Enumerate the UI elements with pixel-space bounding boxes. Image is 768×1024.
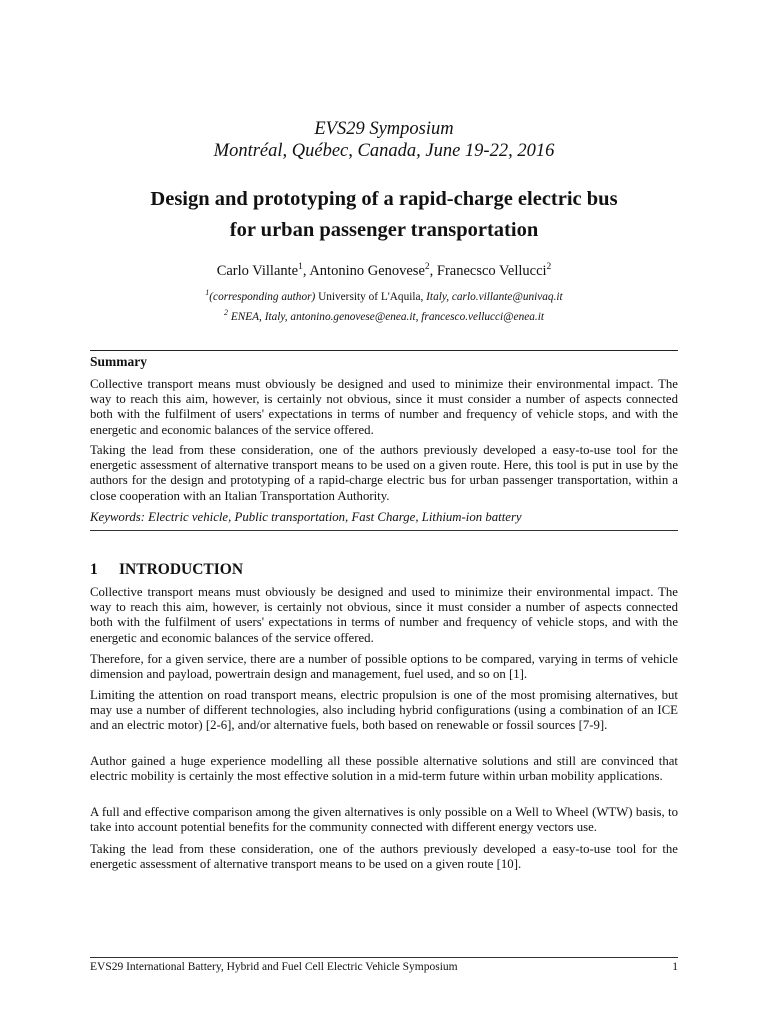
section-title: INTRODUCTION [119,561,244,578]
body-paragraph: A full and effective comparison among the given alternatives is only possible on a Well to Wheel (WTW) basis, to take into account potential benefits for the community connected with different energy vectors use. [90,805,678,835]
summary-paragraph: Taking the lead from these consideration, one of the authors previously developed a easy-to-use tool for the energetic assessment of alternative transport means to be used on a given route. Here, this tool is put in use by the authors for the design and prototyping of a rapid-charge electric bus for urban passenger transportation, within a close cooperation with an Italian Transportation Authority. [90,443,678,503]
keywords: Keywords: Electric vehicle, Public transportation, Fast Charge, Lithium-ion battery [90,510,522,524]
author-name: Antonino Genovese [309,262,425,279]
author-name: Franecsco Vellucci [436,262,547,279]
author-affiliation-mark: 2 [424,262,430,272]
affiliation-2 [0,308,768,323]
author-affiliation-mark: 1 [298,262,303,272]
summary-paragraph: Collective transport means must obviously be designed and used to minimize their environmental impact. The way to reach this aim, however, is certainly not obvious, since it must consider a number of aspects connected both with the fulfilment of users' expectations in terms of number and frequency of vehicle stops, and with the energetic and economic balances of the service offered. [90,377,678,437]
author-list [0,262,768,280]
section-heading-introduction [90,561,243,579]
page-number: 1 [672,961,678,973]
affiliation-corresponding: (corresponding author) [209,290,319,303]
author-affiliation-mark: 2 [546,262,552,272]
summary-bottom-rule [90,530,678,531]
affiliation-detail: Italy, carlo.villante@univaq.it [423,290,563,303]
section-number: 1 [90,561,98,578]
author-separator: , [302,262,310,279]
body-paragraph: Therefore, for a given service, there are a number of possible options to be compared, varying in terms of vehicle dimension and payload, powertrain design and management, fuel used, and so on [1]. [90,652,678,682]
paper-title [60,184,708,246]
affiliation-detail: ENEA, Italy, antonino.genovese@enea.it, francesco.vellucci@enea.it [228,310,544,323]
paper-title-line-2: for urban passenger transportation [229,219,539,241]
footer-rule [90,957,678,958]
conference-location-date: Montréal, Québec, Canada, June 19-22, 2016 [213,141,555,161]
summary-heading: Summary [90,354,147,369]
body-paragraph: Taking the lead from these consideration, one of the authors previously developed a easy-to-use tool for the energetic assessment of alternative transport means to be used on a given route [10]. [90,842,678,872]
paper-title-line-1: Design and prototyping of a rapid-charge electric bus [150,188,618,210]
author-name: Carlo Villante [216,262,299,279]
affiliation-1 [0,288,768,303]
body-paragraph: Limiting the attention on road transport means, electric propulsion is one of the most promising alternatives, but may use a number of different technologies, also including hybrid configurations (using a combination of an ICE and an electric motor) [2-6], and/or alternative fuels, both based on renewable or fossil sources [7-9]. [90,688,678,733]
affiliation-institution: University of L'Aquila, [318,290,424,303]
conference-name: EVS29 Symposium [314,119,454,139]
body-paragraph: Author gained a huge experience modelling all these possible alternative solutions and still are convinced that electric mobility is certainly the most effective solution in a mid-term future within urban mobility applications. [90,754,678,784]
conference-header [0,118,768,162]
summary-top-rule [90,350,678,351]
body-paragraph: Collective transport means must obviously be designed and used to minimize their environmental impact. The way to reach this aim, however, is certainly not obvious, since it must consider a number of aspects connected both with the fulfilment of users' expectations in terms of number and frequency of vehicle stops, and with the energetic and economic balances of the service offered. [90,585,678,645]
affiliation-mark: 1 [205,288,210,297]
affiliation-mark: 2 [224,308,228,317]
footer-text: EVS29 International Battery, Hybrid and Fuel Cell Electric Vehicle Symposium [90,961,458,973]
author-separator: , [429,262,437,279]
